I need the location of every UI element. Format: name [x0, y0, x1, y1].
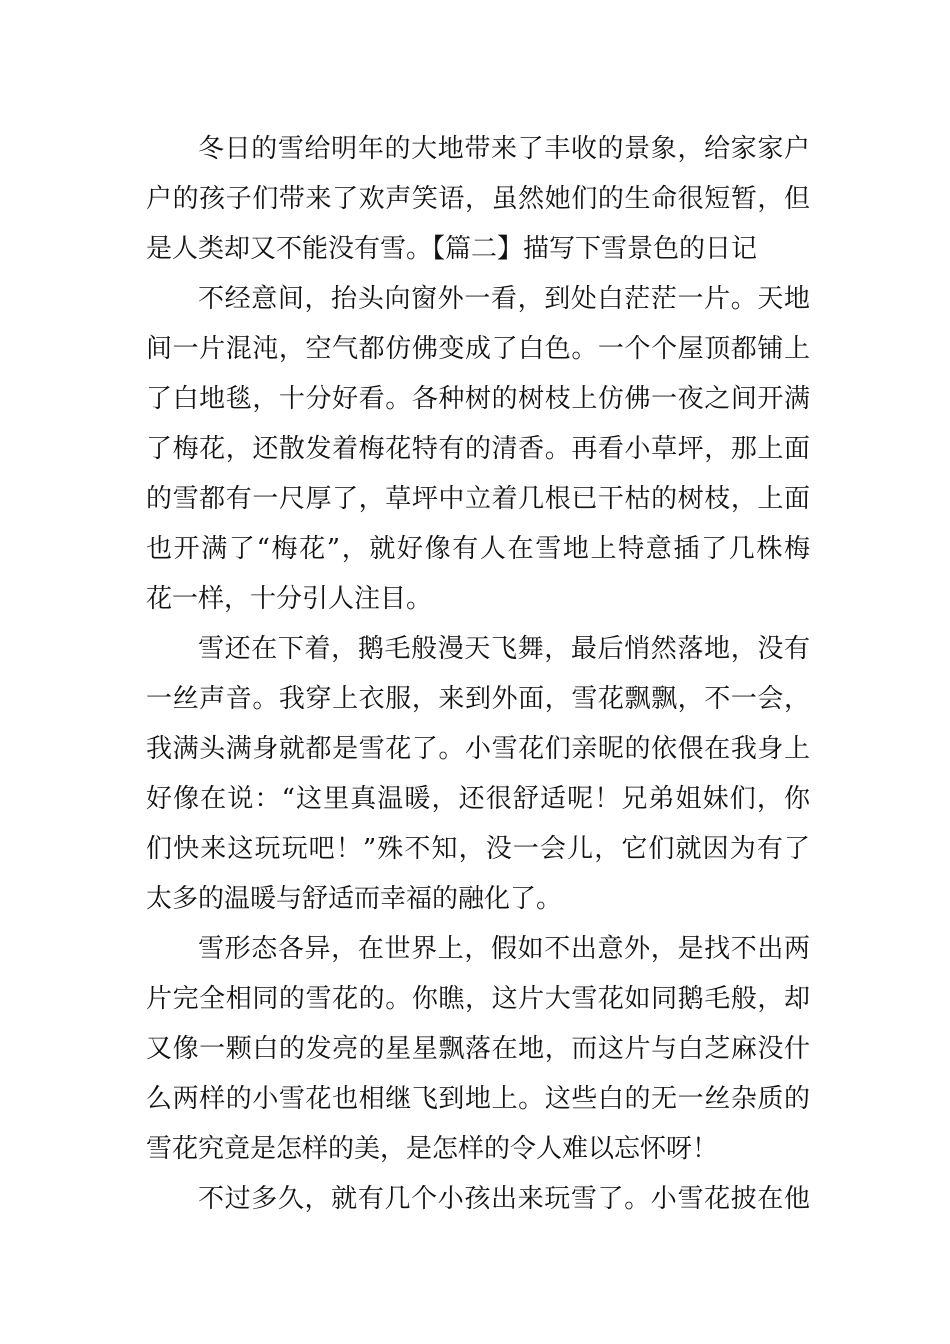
paragraph	[146, 274, 810, 624]
text-line: 么两样的小雪花也相继飞到地上。这些白的无一丝杂质的	[146, 1084, 810, 1114]
text-line: 也开满了“梅花”，就好像有人在雪地上特意插了几株梅	[146, 534, 810, 564]
text-line: 户的孩子们带来了欢声笑语，虽然她们的生命很短暂，但	[146, 184, 810, 214]
text-line: 片完全相同的雪花的。你瞧，这片大雪花如同鹅毛般，却	[146, 984, 810, 1014]
text-line: 不过多久，就有几个小孩出来玩雪了。小雪花披在他	[198, 1184, 810, 1214]
paragraph	[146, 924, 810, 1174]
text-line: 太多的温暖与舒适而幸福的融化了。	[146, 884, 563, 914]
text-line: 雪花究竟是怎样的美，是怎样的令人难以忘怀呀！	[146, 1134, 719, 1164]
text-line: 又像一颗白的发亮的星星飘落在地，而这片与白芝麻没什	[146, 1034, 810, 1064]
text-line: 间一片混沌，空气都仿佛变成了白色。一个个屋顶都铺上	[146, 334, 810, 364]
document-body	[146, 124, 810, 1224]
paragraph	[146, 624, 810, 924]
text-line: 的雪都有一尺厚了，草坪中立着几根已干枯的树枝，上面	[146, 484, 810, 514]
text-line: 了梅花，还散发着梅花特有的清香。再看小草坪，那上面	[146, 434, 810, 464]
text-line: 不经意间，抬头向窗外一看，到处白茫茫一片。天地	[198, 284, 810, 314]
text-line: 好像在说：“这里真温暖，还很舒适呢！兄弟姐妹们，你	[146, 784, 810, 814]
text-line: 了白地毯，十分好看。各种树的树枝上仿佛一夜之间开满	[146, 384, 810, 414]
text-line: 我满头满身就都是雪花了。小雪花们亲昵的依偎在我身上	[146, 734, 810, 764]
text-line: 一丝声音。我穿上衣服，来到外面，雪花飘飘，不一会，	[146, 684, 810, 714]
text-line: 们快来这玩玩吧！”殊不知，没一会儿，它们就因为有了	[146, 834, 810, 864]
text-line: 花一样，十分引人注目。	[146, 584, 433, 614]
text-line: 冬日的雪给明年的大地带来了丰收的景象，给家家户	[198, 134, 810, 164]
paragraph	[146, 1174, 810, 1224]
text-line: 是人类却又不能没有雪。【篇二】描写下雪景色的日记	[146, 234, 758, 264]
paragraph	[146, 124, 810, 274]
text-line: 雪形态各异，在世界上，假如不出意外，是找不出两	[198, 934, 810, 964]
text-line: 雪还在下着，鹅毛般漫天飞舞，最后悄然落地，没有	[198, 634, 810, 664]
